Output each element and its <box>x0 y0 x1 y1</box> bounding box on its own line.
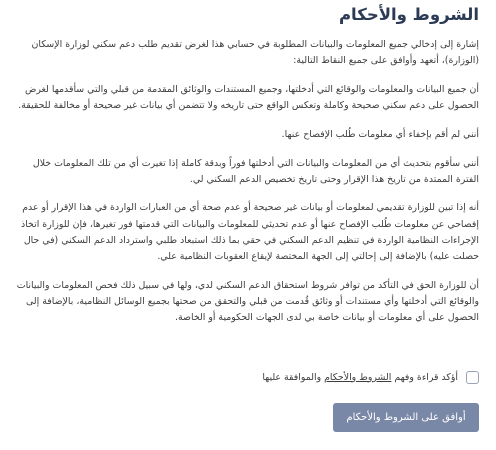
agreement-row <box>14 368 479 386</box>
agreement-prefix: أؤكد قراءة وفهم <box>391 371 458 383</box>
terms-content <box>14 37 479 339</box>
agreement-label <box>262 372 458 383</box>
terms-link[interactable]: الشروط والأحكام <box>324 371 392 383</box>
term-verification-paragraph: أن للوزارة الحق في التأكد من توافر شروط استحقاق الدعم السكني لدي، ولها في سبيل ذلك فحص المعلومات والبيانات والوقائع التي أدخلتها وأي مستندات أو وثائق قُدمت من قبلي والتحقق من صحتها بجميع الوسائل النظامية، بالإضافة إلى الحصول على أي معلومات أو بيانات خاصة بي لدى الجهات الحكومية أو الخاصة. <box>16 279 479 324</box>
term-penalty-paragraph: أنه إذا تبين للوزارة تقديمي لمعلومات أو بيانات غير صحيحة أو عدم صحة أي من العبارات الواردة في هذا الإقرار أو عدم إفصاحي عن معلومات طُلب الإفصاح عنها أو عدم تحديثي للمعلومات والبيانات التي قدمتها فور تغيرها، فإن للوزارة اتخاذ الإجراءات النظامية الواردة في تنظيم الدعم السكني في حقي بما ذلك استبعاد طلبي واسترداد الدعم السكني (في حال حصلت عليه) بالإضافة إلى إحالتي إلى الجهة المختصة لإيقاع العقوبات النظامية علي. <box>21 202 479 263</box>
page-title: الشروط والأحكام <box>338 5 479 24</box>
term-update-paragraph: أنني سأقوم بتحديث أي من المعلومات والبيانات التي أدخلتها فوراً وبدقة كاملة إذا تغيرت أي من تلك المعلومات خلال الفترة الممتدة من تاريخ هذا الإقرار وحتى تاريخ تخصيص الدعم السكني لي. <box>32 157 479 185</box>
term-accuracy-paragraph: أن جميع البيانات والمعلومات والوقائع التي أدخلتها، وجميع المستندات والوثائق المقدمة من قبلي والتي سأقدمها لغرض الحصول على دعم سكني صحيحة وكاملة وتعكس الواقع حتى تاريخه ولا تتضمن أي بيانات غير صحيحة أو مخالفة للحقيقة. <box>18 83 479 112</box>
agree-button[interactable]: أوافق على الشروط والأحكام <box>333 403 479 432</box>
agree-checkbox[interactable] <box>466 371 479 384</box>
intro-paragraph: إشارة إلى إدخالي جميع المعلومات والبيانات المطلوبة في حسابي هذا لغرض تقديم طلب دعم سكني لوزارة الإسكان (الوزارة)، أتعهد وأوافق على جميع النقاط التالية: <box>31 39 479 67</box>
agreement-suffix: والموافقة عليها <box>262 371 325 383</box>
term-disclosure-paragraph: أنني لم أقم بإخفاء أي معلومات طُلب الإفصاح عنها. <box>281 128 479 140</box>
